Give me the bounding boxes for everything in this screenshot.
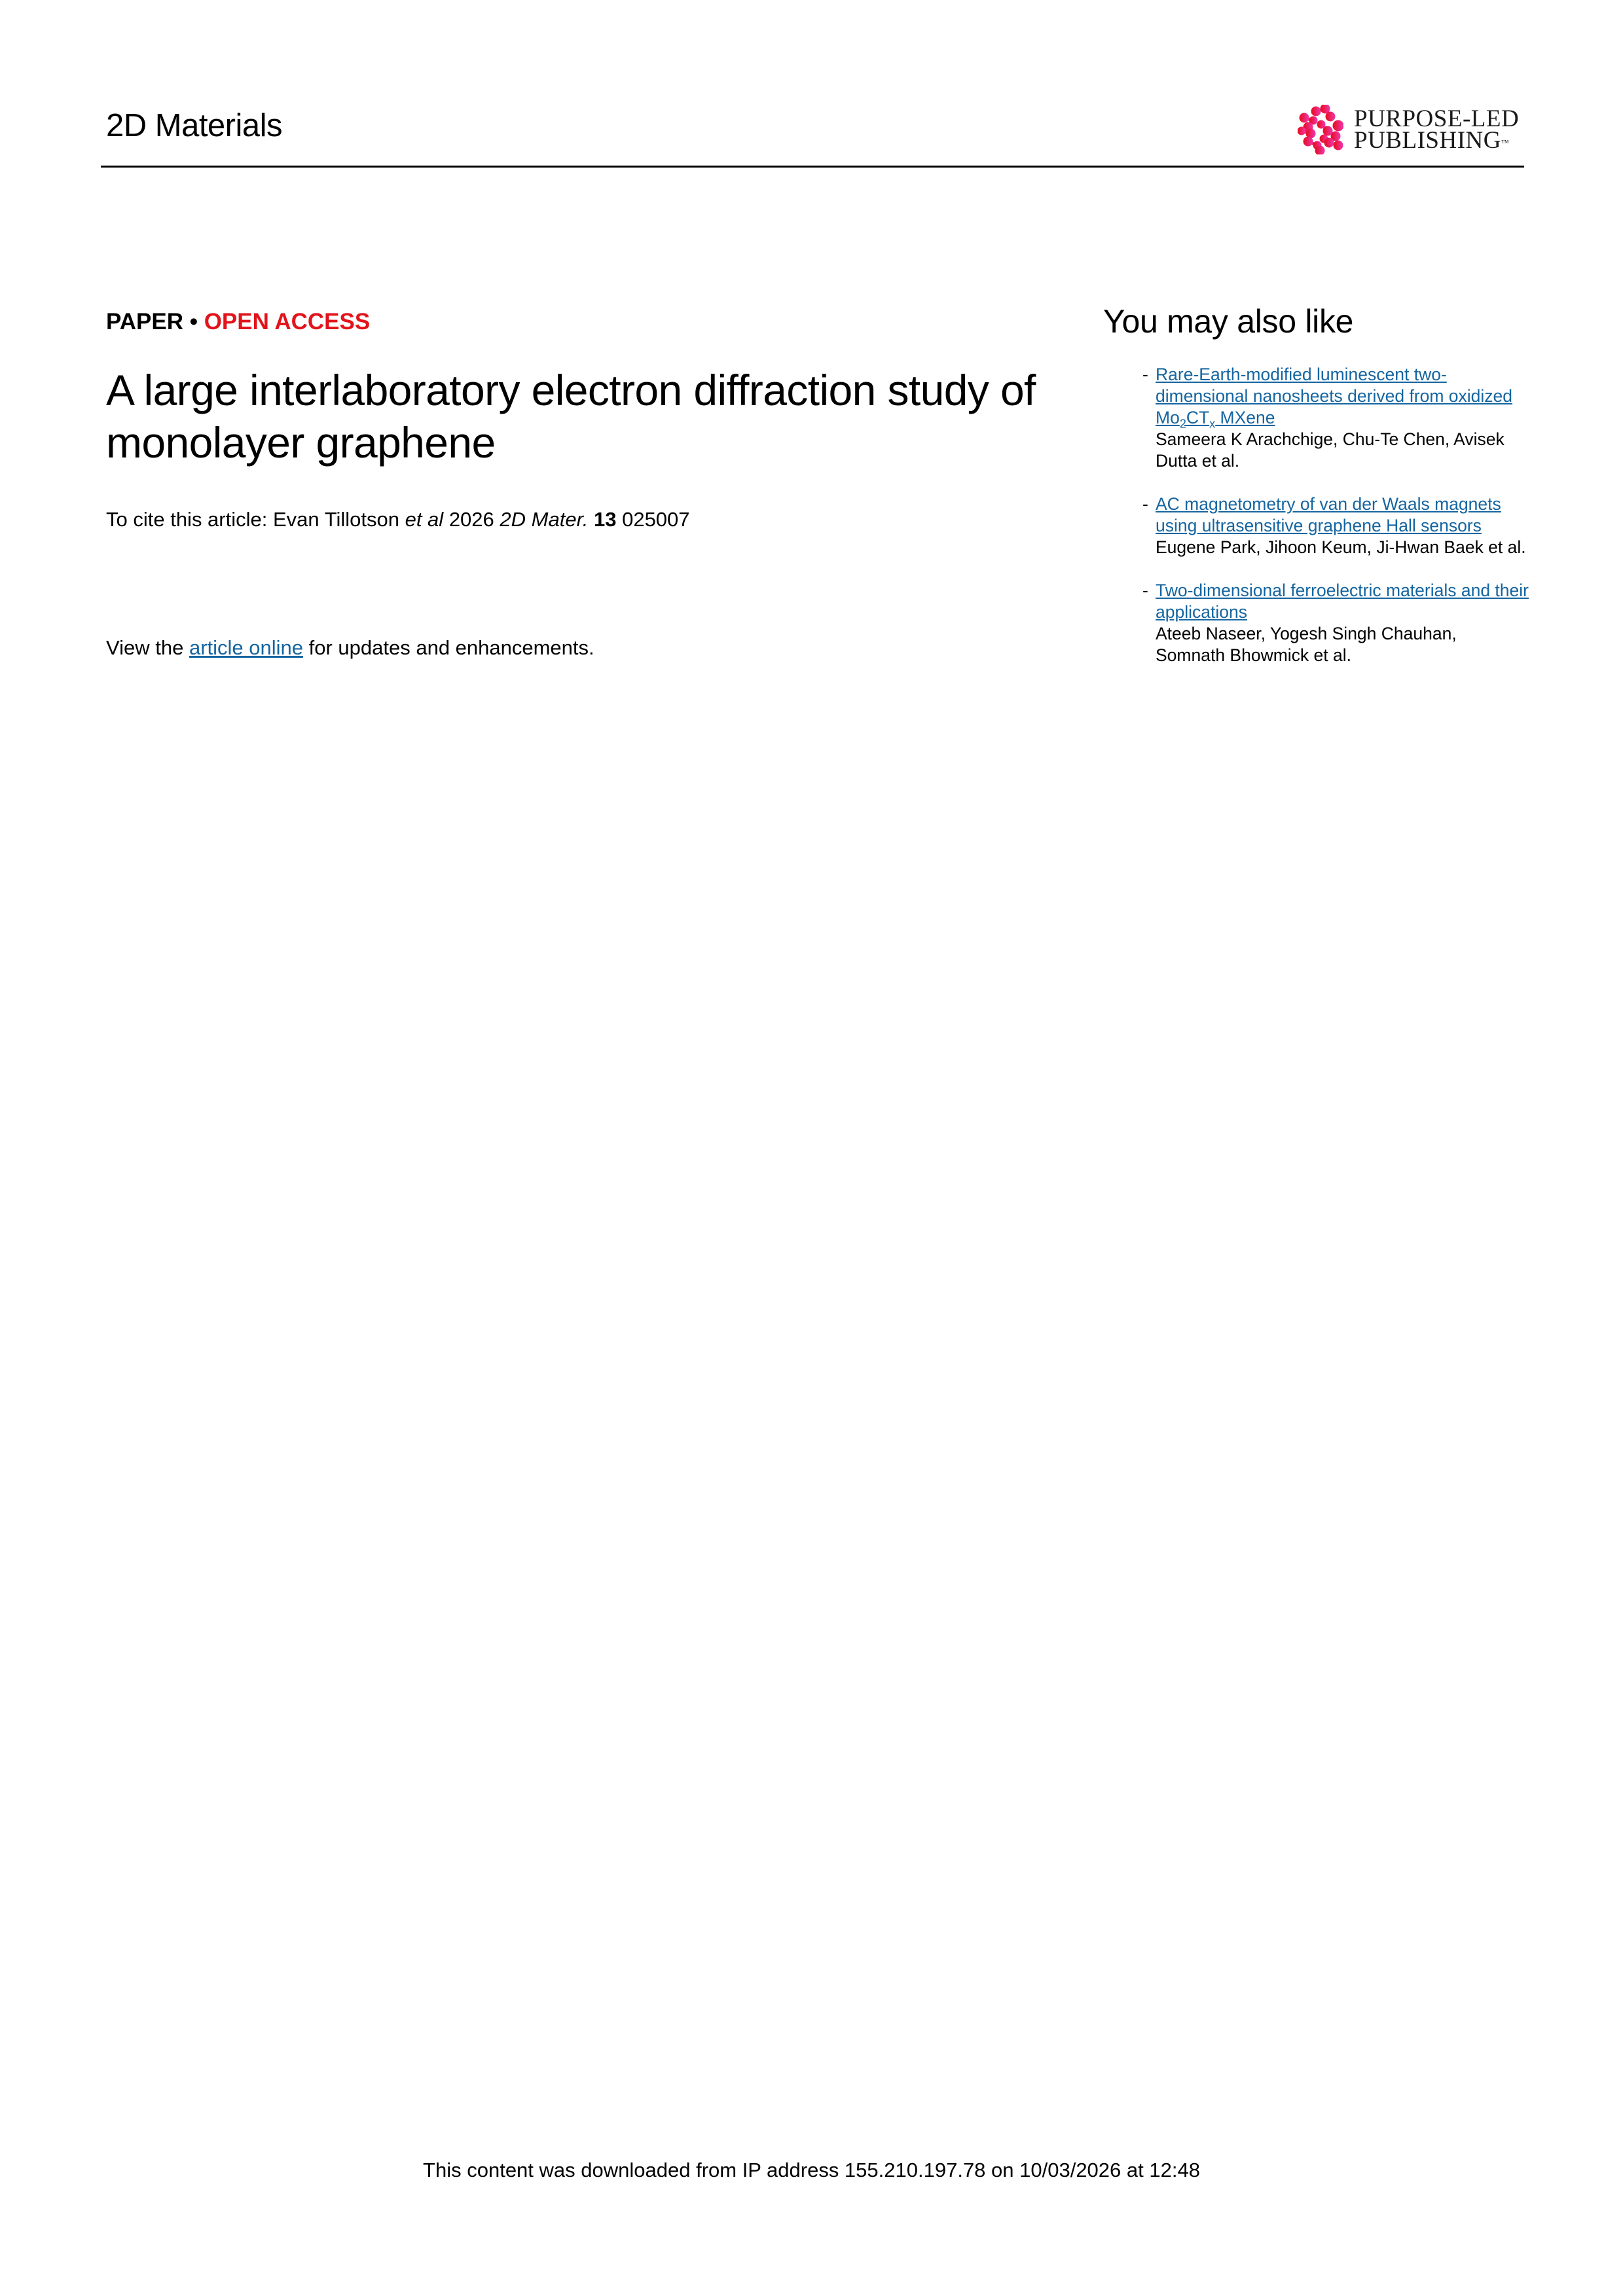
related-article-authors: Sameera K Arachchige, Chu-Te Chen, Avisek Dutta et al. bbox=[1156, 429, 1504, 471]
citation-et-al: et al bbox=[405, 508, 444, 531]
trademark-symbol: ™ bbox=[1501, 138, 1510, 147]
citation-article-number: 025007 bbox=[616, 508, 690, 531]
publisher-wordmark bbox=[1354, 105, 1520, 154]
view-online-prefix: View the bbox=[106, 636, 189, 659]
related-article-link-2[interactable]: AC magnetometry of van der Waals magnets using ultrasensitive graphene Hall sensors bbox=[1156, 494, 1501, 535]
download-note: This content was downloaded from IP address 155.210.197.78 on 10/03/2026 at 12:48 bbox=[423, 2159, 1200, 2181]
citation-volume: 13 bbox=[593, 508, 617, 531]
related-articles-list bbox=[1103, 364, 1529, 666]
article-type-label bbox=[106, 309, 370, 335]
related-article-authors: Eugene Park, Jihoon Keum, Ji-Hwan Baek et al. bbox=[1156, 537, 1526, 557]
citation-line bbox=[106, 508, 690, 531]
journal-name: 2D Materials bbox=[106, 108, 283, 143]
related-article-authors: Ateeb Naseer, Yogesh Singh Chauhan, Somnath Bhowmick et al. bbox=[1156, 624, 1457, 665]
article-title: A large interlaboratory electron diffraction study of monolayer graphene bbox=[106, 366, 1036, 467]
related-article-item bbox=[1103, 580, 1529, 666]
citation-year: 2026 bbox=[443, 508, 500, 531]
list-dash: - bbox=[1142, 581, 1148, 600]
publisher-line1: PURPOSE-LED bbox=[1354, 105, 1520, 132]
related-article-link-1[interactable]: Rare-Earth-modified luminescent two-dimensional nanosheets derived from oxidized $Mo_2CT_x$ MXene bbox=[1156, 365, 1513, 431]
header-divider bbox=[101, 166, 1524, 168]
citation-prefix: To cite this article: Evan Tillotson bbox=[106, 508, 405, 531]
related-articles-sidebar bbox=[1103, 305, 1529, 688]
related-article-item bbox=[1103, 493, 1529, 558]
view-online-line bbox=[106, 636, 594, 660]
citation-journal: 2D Mater. bbox=[500, 508, 589, 531]
article-online-link[interactable]: article online bbox=[189, 636, 303, 659]
publisher-line2: PUBLISHING bbox=[1354, 127, 1501, 154]
publisher-logo bbox=[1298, 105, 1519, 154]
view-online-suffix: for updates and enhancements. bbox=[303, 636, 594, 659]
sidebar-title: You may also like bbox=[1103, 303, 1354, 340]
separator-bullet: • bbox=[183, 309, 204, 334]
list-dash: - bbox=[1142, 494, 1148, 514]
open-access-label: OPEN ACCESS bbox=[204, 309, 371, 334]
related-article-item bbox=[1103, 364, 1529, 472]
related-article-link-3[interactable]: Two-dimensional ferroelectric materials and their applications bbox=[1156, 581, 1529, 622]
list-dash: - bbox=[1142, 365, 1148, 384]
paper-label: PAPER bbox=[106, 309, 183, 334]
molecule-cluster-icon bbox=[1298, 105, 1343, 154]
